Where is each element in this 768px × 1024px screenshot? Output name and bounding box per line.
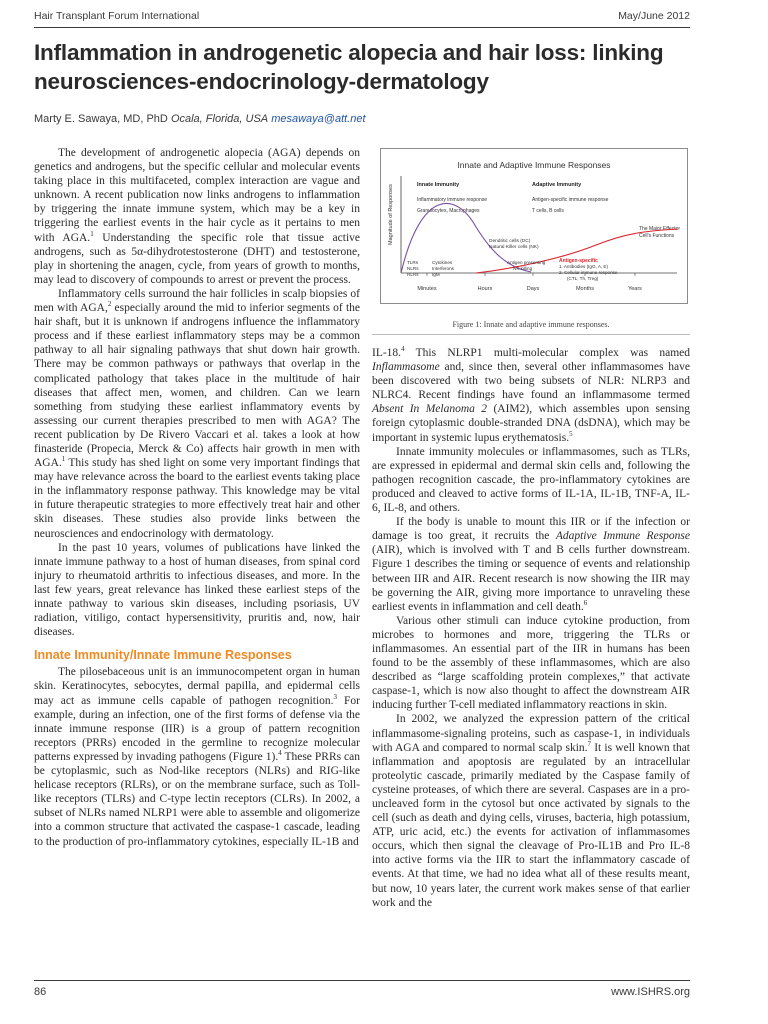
figure-rule [372, 334, 690, 335]
effector-line-2: Cell's Functions [639, 233, 675, 239]
paragraph: If the body is unable to mount this IIR or if the infection or damage is too great, it recruits the Adaptive Immune Response (AIR), which is involved with T and B cells further downstream. Figure 1 describes the timing or sequence of events and relationship between IIR and AIR. Recent research is now showing the IIR may be governing the AIR, giving more importance to unraveling these earliest events in inflammation and cell death.$^6$ [372, 516, 690, 613]
header-rule [34, 27, 690, 28]
byline [34, 113, 366, 125]
adaptive-line-2: T cells, B cells [532, 208, 564, 214]
effector-line-1: The Major Effector [639, 226, 681, 232]
tlr-line-3: RLRs [407, 272, 419, 277]
section-heading: Innate Immunity/Innate Immune Responses [34, 648, 292, 663]
x-tick-label: Days [526, 286, 540, 292]
x-tick-label: Months [575, 286, 595, 292]
footer-rule [34, 980, 690, 981]
paragraph: The development of androgenetic alopecia (AGA) depends on genetics and androgens, but the specific cellular and molecular events taking place in this multifaceted, complex interaction are vague and unknown. A recent publication now links androgens to inflammation by triggering the innate immune system, which may be a key in triggering the earliest events in the hair cycle as it pertains to men with AGA.$^1$ Understanding the specific role that tissue active androgens, such as 5α-dihydrotestosterone (DHT) and testosterone, play in shortening the anagen, cycle, from years of growth to months, may lead to discovery of compounds to arrest or prevent the process. [34, 147, 360, 286]
figure-diagram [381, 149, 687, 303]
author-name: Marty E. Sawaya, MD, PhD [34, 113, 168, 125]
page-number: 86 [34, 986, 47, 998]
x-tick-label: Hours [477, 286, 493, 292]
cytokine-line-2: Interferons [432, 266, 454, 271]
website-link[interactable]: www.ISHRS.org [611, 986, 690, 998]
apc-line-2: NK killing [513, 266, 533, 271]
tlr-line-2: NLRs [407, 266, 419, 271]
paragraph: Inflammatory cells surround the hair follicles in scalp biopsies of men with AGA,$^2$ especially around the mid to inferior segments of the hair shaft, but it is unknown if androgens influence the inflammatory process and if these earliest inflammatory steps may be a common pathway to all hair signaling pathways that shut down hair growth. There may be common pathways or pathways that overlap in the complicated pathology that takes place in the multitude of hair diseases that affect men, women, and children. Can we learn something from studying these earliest inflammatory events by assessing our current therapies prescribed to men with AGA? The recent publication by De Rivero Vaccari et al. takes a look at how finasteride (Propecia, Merck & Co) affects hair growth in men with AGA.$^1$ This study has shed light on some very important findings that may have relevance across the board to the earliest events taking place in the inflammatory response pathway. This knowledge may be vital in future therapeutic strategies to more effectively treat hair and other skin diseases. These studies also provide links between the neurosciences and endocrinology with dermatology. [34, 287, 360, 540]
paragraph: IL-18.$^4$ This NLRP1 multi-molecular complex was named Inflammasome and, since then, several other inflammasomes have been discovered with two being subsets of NLR: NLRP3 and NLRC4. Recent findings have found an inflammasome termed Absent In Melanoma 2 (AIM2), which assembles upon sensing foreign cytoplasmic double-stranded DNA (dsDNA), which may be important in systemic lupus erythematosis.$^5$ [372, 345, 690, 444]
right-column [372, 346, 690, 910]
author-location: Ocala, Florida, USA [170, 113, 269, 125]
antigen-line-1: 1. Antibodies (IgG, A, E) [559, 264, 609, 269]
page-footer [34, 986, 690, 998]
adaptive-line-1: Antigen-specific immune response [532, 197, 609, 203]
apc-line-1: Antigen presenting [507, 260, 546, 265]
article-title: Inflammation in androgenetic alopecia and hair loss: linking neurosciences-endocrinology-dermatology [34, 40, 664, 94]
adaptive-heading: Adaptive Immunity [532, 182, 582, 188]
paragraph: The pilosebaceous unit is an immunocompetent organ in human skin. Keratinocytes, sebocytes, dermal papilla, and epidermal cells may act as immune cells capable of pathogen recognition.$^3$ For example, during an infection, one of the first forms of defense via the innate immune response (IIR) is a group of pattern recognition receptors (PRRs) encoded in the germline to recognize molecular patterns expressed by invading pathogens (Figure 1).$^4$ These PRRs can be cytoplasmic, such as Nod-like receptors (NLRs) and RIG-like helicase receptors (RLRs), or on the membrane surface, such as Toll-like receptors (TLRs) and C-type lectin receptors (CLRs). In 2002, a subset of NLRs named NLRP1 were able to assemble and oligomerize into a common structure that activated the caspase-1 cascade, leading to the production of pro-inflammatory cytokines, especially IL-1B and [34, 666, 361, 848]
innate-line-1: Inflammatory immune response [417, 197, 488, 203]
paragraph: Innate immunity molecules or inflammasomes, such as TLRs, are expressed in epidermal and dermal skin cells and, following the pathogen recognition cascade, the pro-inflammatory cytokines are produced and cleaved to active forms of IL-1A, IL-1B, TNF-A, IL-6, IL-8, and others. [372, 445, 690, 515]
dc-line-2: Natural Killer cells (NK) [489, 245, 539, 250]
x-axis-ticks [417, 273, 642, 292]
y-axis-label: Magnitude of Responses [388, 184, 394, 245]
journal-name: Hair Transplant Forum International [34, 10, 200, 22]
dc-line-1: Dendritic cells (DC) [489, 239, 531, 244]
author-email-link[interactable]: mesawaya@att.net [271, 113, 366, 125]
paragraph: In the past 10 years, volumes of publications have linked the innate immune pathway to a host of human diseases, from spinal cord injury to rheumatoid arthritis to infectious diseases, and more. In the last few years, great relevance has linked these earliest steps of the innate pathway to various skin diseases, including psoriasis, UV radiation, vitiligo, contact hypersensitivity, pruritis and, now, hair diseases. [34, 541, 360, 639]
antigen-specific-heading: Antigen-specific [559, 258, 598, 264]
x-tick-label: Years [628, 286, 642, 292]
antigen-line-2: 2. Cellular immune response [559, 270, 618, 275]
x-tick-label: Minutes [417, 286, 437, 292]
tlr-line-1: TLRs [407, 260, 418, 265]
figure-title: Innate and Adaptive Immune Responses [457, 160, 611, 170]
figure-caption: Figure 1: Innate and adaptive immune responses. [452, 320, 610, 329]
immune-response-figure [380, 148, 688, 304]
paragraph: Various other stimuli can induce cytokine production, from microbes to hormones and more, triggering the TLRs or inflammasomes. An essential part of the IIR in humans has been found to be the assembly of these inflammasomes, which are also described as “large scaffolding protein complexes,” that activate caspase-1, which is now also thought to affect the downstream AIR inducing further T-cell mediated inflammatory reactions in skin. [372, 614, 690, 712]
running-header [34, 10, 690, 22]
antigen-line-3: (CTL, Th, Treg) [567, 276, 599, 281]
innate-heading: Innate Immunity [417, 182, 460, 188]
issue-date: May/June 2012 [618, 10, 690, 22]
innate-line-2: Granulocytes, Macrophages [417, 208, 480, 214]
cytokine-line-3: IgM [432, 272, 440, 277]
cytokine-line-1: Cytokines [432, 260, 453, 265]
left-column [34, 146, 360, 849]
paragraph: In 2002, we analyzed the expression pattern of the critical inflammasome-signaling proteins, such as caspase-1, in individuals with AGA and compared to normal scalp skin.$^7$ It is well known that inflammation and apoptosis are regulated by an intracellular proteolytic cascade, primarily mediated by the Caspase family of cysteine proteases, of which there are several. Caspases are in a pro-uncleaved form in the cytosol but once activated by signals to the cell (such as death and dying cells, viruses, bacteria, high potassium, ATP, uric acid, etc.) the events for activation of inflammasomes occurs, which then signal the cleavage of Pro-IL1B and Pro IL-8 into active forms via the IIR to start the inflammatory cascade of events. At that time, we had no idea what all of these results meant, but now, 10 years later, the current work makes sense of that earlier work and the [372, 713, 690, 909]
